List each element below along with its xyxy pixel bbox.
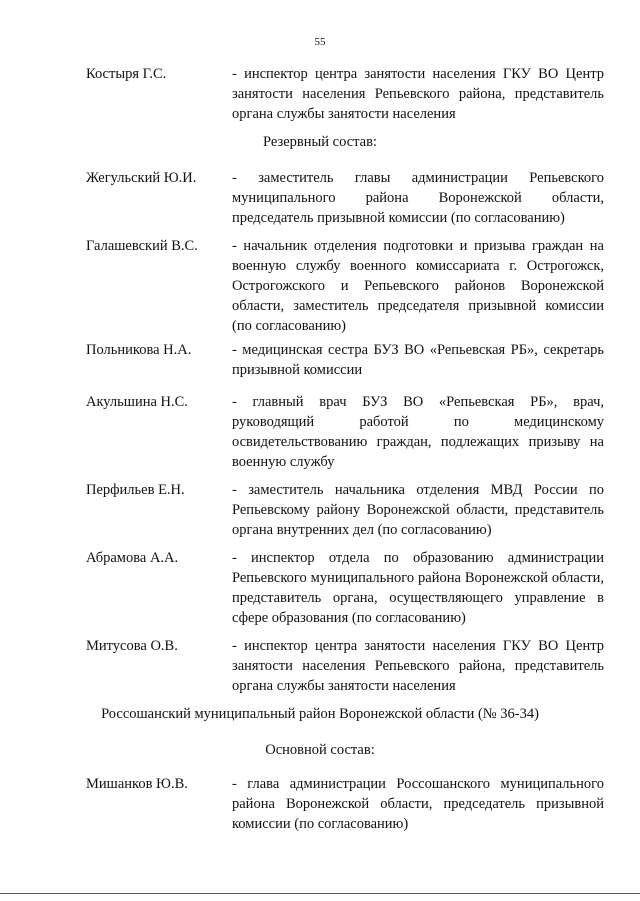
page-number: 55 [314, 36, 326, 48]
member-description: - начальник отделения подготовки и призыва граждан на военную службу военного комиссариата г. Острогожск, Острогожского и Репьевского районов Воронежской области, заместитель председателя призывной комиссии (по согласованию) [232, 238, 604, 334]
member-name: Абрамова А.А. [86, 550, 179, 566]
member-name: Костыря Г.С. [86, 66, 167, 82]
member-name: Жегульский Ю.И. [86, 170, 197, 186]
reserve-heading: Резервный состав: [263, 134, 377, 150]
member-description: - заместитель начальника отделения МВД России по Репьевскому району Воронежской области, представитель органа внутренних дел (по согласованию) [232, 482, 604, 538]
main-composition-heading: Основной состав: [265, 742, 375, 758]
member-name: Польникова Н.А. [86, 342, 192, 358]
member-description: - медицинская сестра БУЗ ВО «Репьевская РБ», секретарь призывной комиссии [232, 342, 604, 378]
member-description: - инспектор центра занятости населения ГКУ ВО Центр занятости населения Репьевского района, представитель органа службы занятости населения [232, 66, 604, 122]
member-description: - главный врач БУЗ ВО «Репьевская РБ», врач, руководящий работой по медицинскому освидетельствованию граждан, подлежащих призыву на военную службу [232, 394, 604, 470]
member-description: - заместитель главы администрации Репьевского муниципального района Воронежской области, председатель призывной комиссии (по согласованию) [232, 170, 604, 226]
page-bottom-rule [0, 893, 640, 894]
member-description: - инспектор центра занятости населения ГКУ ВО Центр занятости населения Репьевского района, представитель органа службы занятости населения [232, 638, 604, 694]
member-name: Мишанков Ю.В. [86, 776, 188, 792]
member-description: - инспектор отдела по образованию администрации Репьевского муниципального района Воронежской области, представитель органа, осуществляющего управление в сфере образования (по согласованию) [232, 550, 604, 626]
member-name: Митусова О.В. [86, 638, 178, 654]
member-name: Галашевский В.С. [86, 238, 198, 254]
member-description: - глава администрации Россошанского муниципального района Воронежской области, председатель призывной комиссии (по согласованию) [232, 776, 604, 832]
district-heading: Россошанский муниципальный район Воронежской области (№ 36-34) [101, 706, 539, 722]
member-name: Перфильев Е.Н. [86, 482, 185, 498]
member-name: Акульшина Н.С. [86, 394, 188, 410]
